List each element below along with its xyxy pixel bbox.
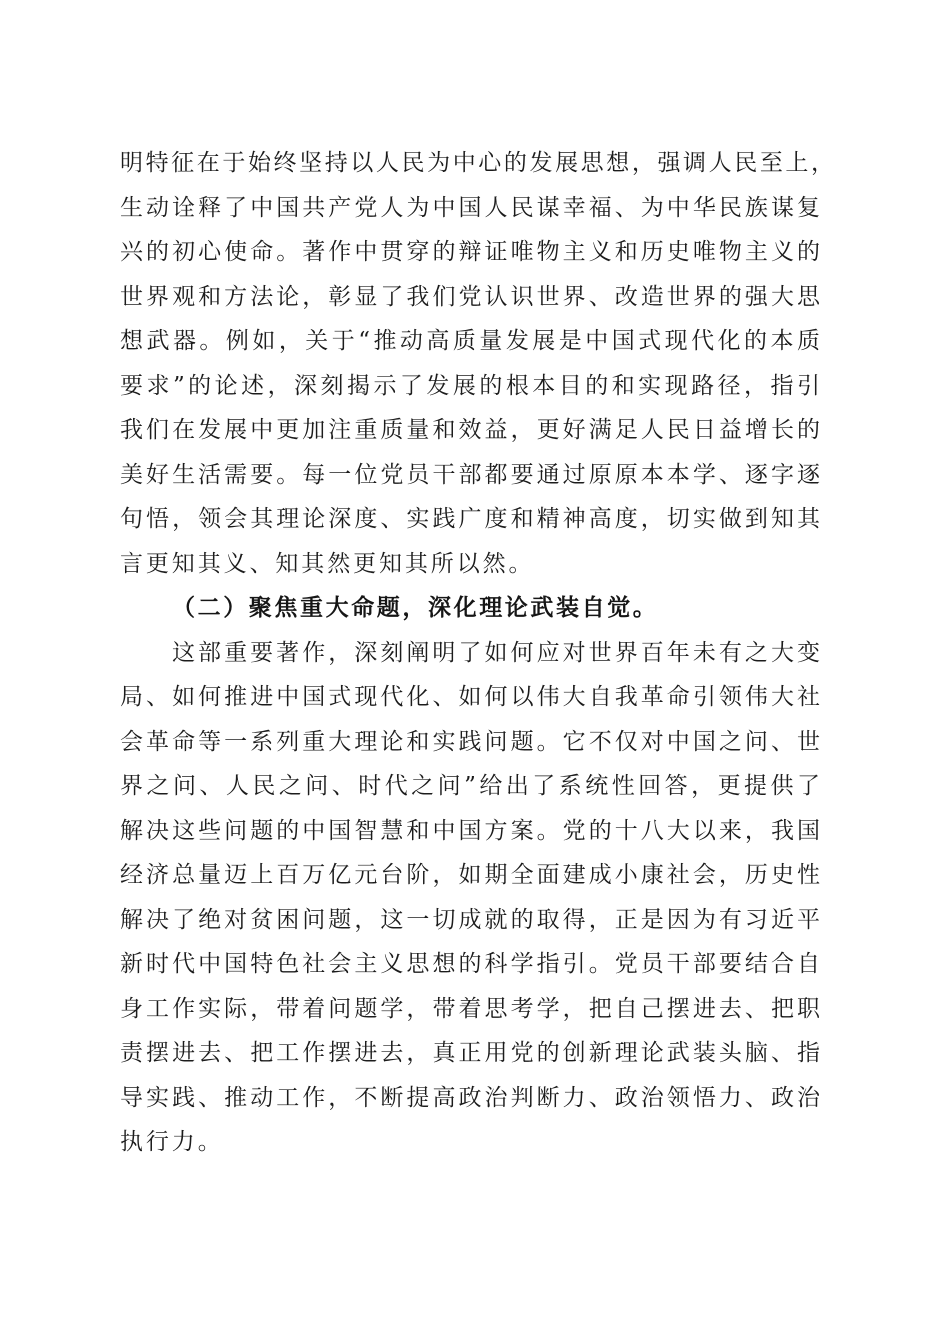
paragraph-line: 责摆进去、把工作摆进去，真正用党的创新理论武装头脑、指 bbox=[120, 1040, 820, 1066]
paragraph-line: 界之问、人民之问、时代之问”给出了系统性回答，更提供了 bbox=[120, 773, 820, 799]
paragraph-line: 新时代中国特色社会主义思想的科学指引。党员干部要结合自 bbox=[120, 951, 820, 977]
paragraph-line: 解决了绝对贫困问题，这一切成就的取得，正是因为有习近平 bbox=[120, 906, 820, 933]
paragraph-line: 兴的初心使命。著作中贯穿的辩证唯物主义和历史唯物主义的 bbox=[120, 239, 820, 265]
body-paragraph bbox=[120, 631, 820, 1165]
document-body bbox=[120, 141, 834, 1165]
paragraph-line: 导实践、推动工作，不断提高政治判断力、政治领悟力、政治 bbox=[120, 1084, 820, 1111]
paragraph-line: 世界观和方法论，彰显了我们党认识世界、改造世界的强大思 bbox=[120, 283, 820, 310]
paragraph-line: 执行力。 bbox=[120, 1129, 224, 1155]
section-heading: （二）聚焦重大命题，深化理论武装自觉。 bbox=[172, 594, 659, 621]
paragraph-line: 句悟，领会其理论深度、实践广度和精神高度，切实做到知其 bbox=[120, 506, 820, 532]
paragraph-line: 这部重要著作，深刻阐明了如何应对世界百年未有之大变 bbox=[172, 639, 820, 666]
paragraph-line: 要求”的论述，深刻揭示了发展的根本目的和实现路径，指引 bbox=[120, 372, 820, 399]
paragraph-line: 明特征在于始终坚持以人民为中心的发展思想，强调人民至上， bbox=[120, 150, 834, 176]
paragraph-line: 局、如何推进中国式现代化、如何以伟大自我革命引领伟大社 bbox=[120, 684, 820, 710]
paragraph-line: 想武器。例如，关于“推动高质量发展是中国式现代化的本质 bbox=[120, 328, 820, 354]
paragraph-line: 生动诠释了中国共产党人为中国人民谋幸福、为中华民族谋复 bbox=[120, 194, 820, 221]
body-paragraph bbox=[120, 141, 834, 586]
paragraph-line: 美好生活需要。每一位党员干部都要通过原原本本学、逐字逐 bbox=[120, 461, 820, 488]
paragraph-line: 会革命等一系列重大理论和实践问题。它不仅对中国之问、世 bbox=[120, 728, 820, 755]
paragraph-line: 言更知其义、知其然更知其所以然。 bbox=[120, 550, 535, 577]
paragraph-line: 身工作实际，带着问题学，带着思考学，把自己摆进去、把职 bbox=[120, 995, 820, 1022]
paragraph-line: 解决这些问题的中国智慧和中国方案。党的十八大以来，我国 bbox=[120, 817, 820, 844]
paragraph-line: 经济总量迈上百万亿元台阶，如期全面建成小康社会，历史性 bbox=[120, 862, 820, 888]
paragraph-line: 我们在发展中更加注重质量和效益，更好满足人民日益增长的 bbox=[120, 417, 820, 443]
